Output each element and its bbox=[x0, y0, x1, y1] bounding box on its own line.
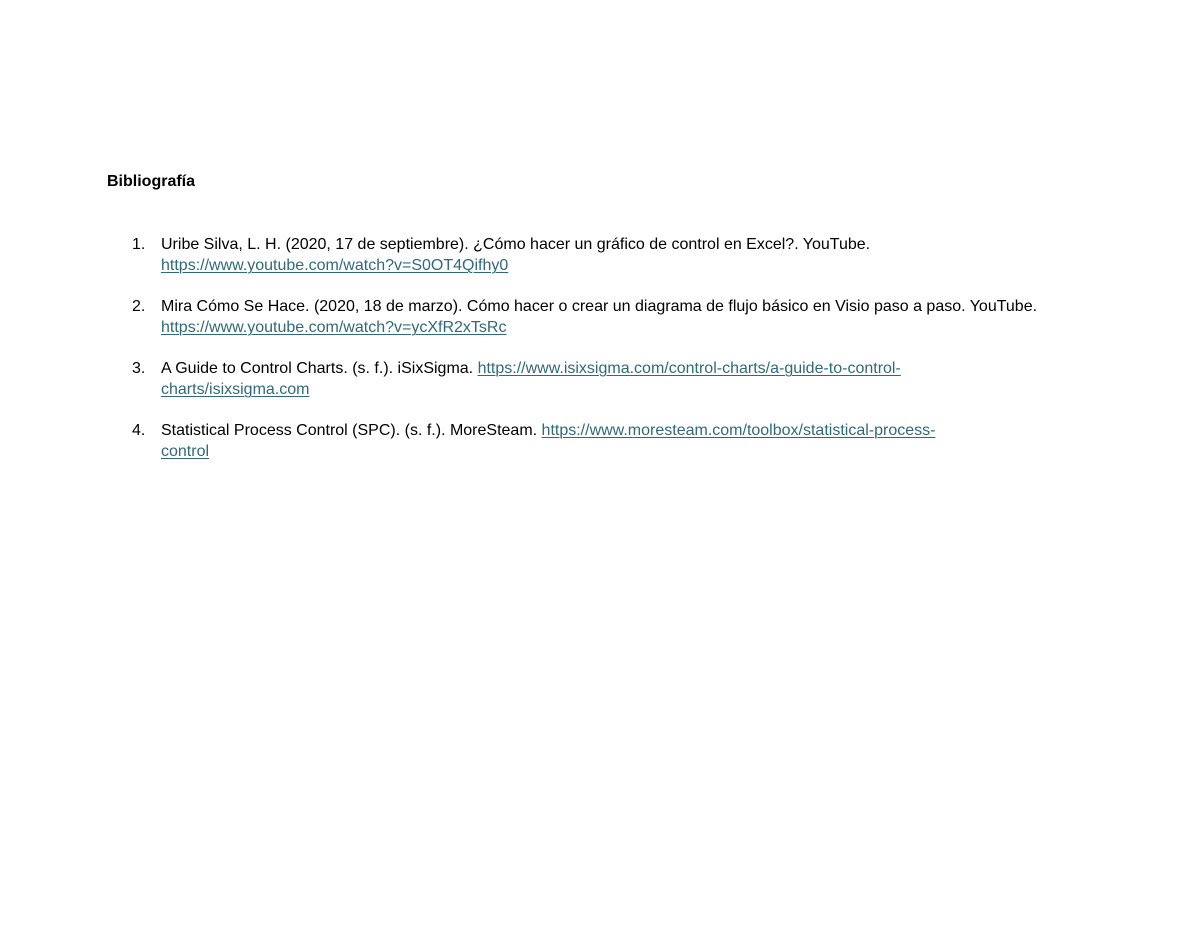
bibliography-entry-2 bbox=[132, 296, 1121, 338]
entry-number: 4. bbox=[132, 422, 146, 439]
entry-link-part-2: control bbox=[161, 443, 210, 460]
entry-text: Mira Cómo Se Hace. (2020, 18 de marzo). Cómo hacer o crear un diagrama de flujo básico en Visio paso a paso. YouTube. bbox=[161, 298, 1038, 315]
bibliography-entry-3 bbox=[132, 358, 1121, 400]
entry-link[interactable]: https://www.youtube.com/watch?v=ycXfR2xTsRc bbox=[161, 319, 507, 336]
entry-link-part-1: https://www.moresteam.com/toolbox/statistical-process- bbox=[541, 422, 936, 439]
entry-link[interactable]: https://www.youtube.com/watch?v=S0OT4Qifhy0 bbox=[161, 257, 509, 274]
entry-link-part-2: charts/isixsigma.com bbox=[161, 381, 310, 398]
entry-number: 2. bbox=[132, 298, 146, 315]
bibliography-heading: Bibliografía bbox=[107, 173, 196, 190]
entry-number: 1. bbox=[132, 236, 146, 253]
entry-link-part-1: https://www.isixsigma.com/control-charts/a-guide-to-control- bbox=[477, 360, 901, 377]
bibliography-entry-1 bbox=[132, 234, 1121, 276]
entry-text: Uribe Silva, L. H. (2020, 17 de septiembre). ¿Cómo hacer un gráfico de control en Excel?. YouTube. bbox=[161, 236, 871, 253]
bibliography-list bbox=[132, 234, 1121, 482]
bibliography-entry-4 bbox=[132, 420, 1121, 462]
entry-text: A Guide to Control Charts. (s. f.). iSixSigma. bbox=[161, 360, 474, 377]
entry-number: 3. bbox=[132, 360, 146, 377]
entry-text: Statistical Process Control (SPC). (s. f.). MoreSteam. bbox=[161, 422, 538, 439]
